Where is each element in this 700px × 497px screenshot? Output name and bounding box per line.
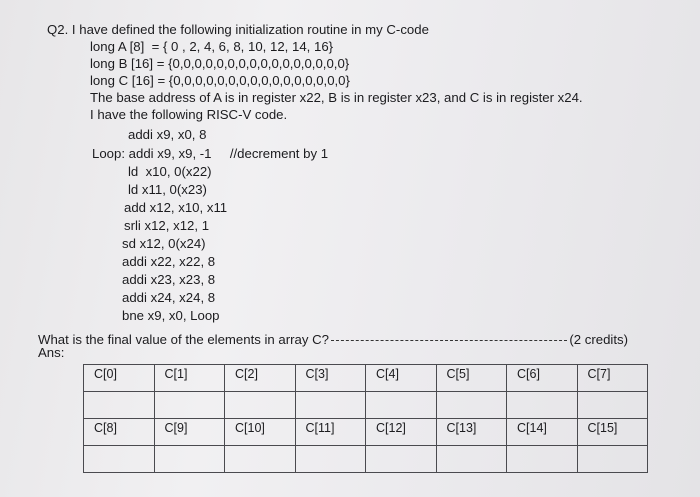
answer-cell-c10[interactable] — [225, 446, 296, 473]
asm-line: bne x9, x0, Loop — [122, 308, 220, 323]
answer-cell-c9[interactable] — [154, 446, 225, 473]
cell-c9-header: C[9] — [154, 419, 225, 446]
answer-cell-c3[interactable] — [295, 392, 366, 419]
code-intro: I have the following RISC-V code. — [90, 107, 288, 122]
question-heading: Q2. I have defined the following initialization routine in my C-code — [47, 22, 429, 37]
cell-c8-header: C[8] — [84, 419, 155, 446]
answer-cell-c7[interactable] — [577, 392, 648, 419]
cell-c6-header: C[6] — [507, 365, 578, 392]
question-row — [38, 330, 628, 348]
code-line-array-a: long A [8] = { 0 , 2, 4, 6, 8, 10, 12, 14, 16} — [90, 39, 334, 54]
answer-cell-c5[interactable] — [436, 392, 507, 419]
asm-line: addi x23, x23, 8 — [122, 272, 216, 287]
dashed-leader — [331, 340, 567, 341]
final-question: What is the final value of the elements in array C? — [38, 331, 330, 347]
answer-table — [83, 364, 648, 473]
answer-cell-c0[interactable] — [84, 392, 155, 419]
cell-c12-header: C[12] — [366, 419, 437, 446]
answer-cell-c11[interactable] — [295, 446, 366, 473]
table-row — [84, 446, 648, 473]
asm-line: add x12, x10, x11 — [124, 200, 228, 215]
cell-c4-header: C[4] — [366, 365, 437, 392]
table-row — [84, 365, 648, 392]
asm-line: addi x22, x22, 8 — [122, 254, 216, 269]
cell-c3-header: C[3] — [295, 365, 366, 392]
cell-c10-header: C[10] — [225, 419, 296, 446]
cell-c2-header: C[2] — [225, 365, 296, 392]
register-description: The base address of A is in register x22, B is in register x23, and C is in register x24. — [90, 90, 583, 105]
asm-line: ld x10, 0(x22) — [128, 164, 212, 179]
asm-line-loop: Loop: addi x9, x9, -1 //decrement by 1 — [92, 146, 329, 161]
asm-line: sd x12, 0(x24) — [122, 236, 206, 251]
answer-label: Ans: — [38, 345, 65, 360]
answer-cell-c8[interactable] — [84, 446, 155, 473]
cell-c11-header: C[11] — [295, 419, 366, 446]
asm-line: addi x9, x0, 8 — [128, 127, 207, 142]
cell-c13-header: C[13] — [436, 419, 507, 446]
cell-c7-header: C[7] — [577, 365, 648, 392]
cell-c14-header: C[14] — [507, 419, 578, 446]
cell-c5-header: C[5] — [436, 365, 507, 392]
answer-cell-c13[interactable] — [436, 446, 507, 473]
cell-c1-header: C[1] — [154, 365, 225, 392]
answer-cell-c4[interactable] — [366, 392, 437, 419]
credits-label: (2 credits) — [569, 331, 628, 347]
code-line-array-c: long C [16] = {0,0,0,0,0,0,0,0,0,0,0,0,0,0,0,0} — [90, 73, 350, 88]
answer-cell-c14[interactable] — [507, 446, 578, 473]
answer-cell-c1[interactable] — [154, 392, 225, 419]
table-row — [84, 392, 648, 419]
asm-line: srli x12, x12, 1 — [124, 218, 210, 233]
answer-cell-c12[interactable] — [366, 446, 437, 473]
table-row — [84, 419, 648, 446]
asm-line: addi x24, x24, 8 — [122, 290, 216, 305]
cell-c15-header: C[15] — [577, 419, 648, 446]
code-line-array-b: long B [16] = {0,0,0,0,0,0,0,0,0,0,0,0,0,0,0,0} — [90, 56, 350, 71]
answer-cell-c6[interactable] — [507, 392, 578, 419]
answer-cell-c15[interactable] — [577, 446, 648, 473]
asm-line: ld x11, 0(x23) — [128, 182, 207, 197]
answer-cell-c2[interactable] — [225, 392, 296, 419]
cell-c0-header: C[0] — [84, 365, 155, 392]
